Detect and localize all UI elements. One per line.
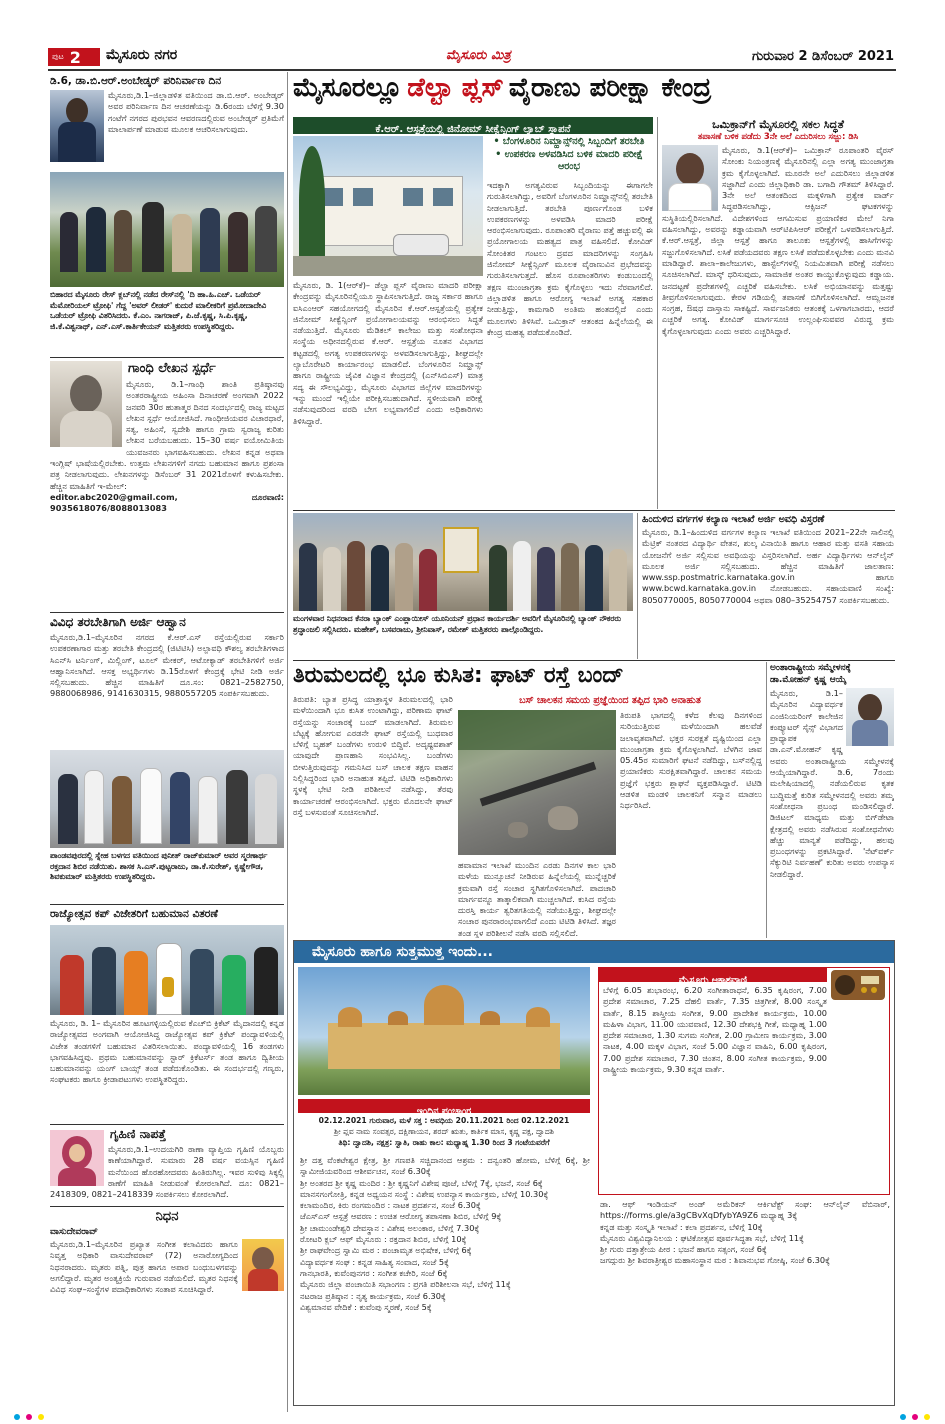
obituary-body: ಮೈಸೂರು,ಡಿ.1–ಮೈಸೂರಿನ ಪ್ರಖ್ಯಾತ ಸಂಗೀತ ಕಲಾವಿದರು ಹಾಗೂ ನಿವೃತ್ತ ಅಧಿಕಾರಿ ವಾಸುದೇವರಾವ್ (72) ಅನಾರೋಗ್ಯದಿಂದ ನಿಧನರಾದರು. ಮೃತರು ಪತ್ನಿ, ಪುತ್ರ ಹಾಗೂ ಅಪಾರ ಬಂಧುಬಳಗವನ್ನು ಅಗಲಿದ್ದಾರೆ. ಮೃತರ ಅಂತ್ಯಕ್ರಿಯೆ ಗುರುವಾರ ನಡೆಯಲಿದೆ. ಮೃತರ ನಿಧನಕ್ಕೆ ವಿವಿಧ ಸಂಘ–ಸಂಸ್ಥೆಗಳ ಪದಾಧಿಕಾರಿಗಳು ಸಂತಾಪ ಸೂಚಿಸಿದ್ದಾರೆ. bbox=[50, 1239, 238, 1295]
panchanga-line-3: ತಿಥಿ: ದ್ವಾದಶಿ, ನಕ್ಷತ್ರ: ಸ್ವಾತಿ, ರಾಹು ಕಾಲ: ಮಧ್ಯಾಹ್ನ 1.30 ರಿಂದ 3 ಗಂಟೆಯವರೆಗೆ bbox=[338, 1138, 550, 1147]
obituary bbox=[50, 1208, 284, 1398]
lead-body-col2: ಇದಕ್ಕಾಗಿ ಅಗತ್ಯವಿರುವ ಸಿಬ್ಬಂದಿಯನ್ನು ಈಗಾಗಲೇ ಗುರುತಿಸಲಾಗಿದ್ದು, ಅವರಿಗೆ ಬೆಂಗಳೂರಿನ ನಿಮ್ಹಾನ್ಸ್‌ನಲ್ಲಿ ತರಬೇತಿ ನೀಡಲಾಗುತ್ತಿದೆ. ತರಬೇತಿ ಪೂರ್ಣಗೊಂಡ ಬಳಿಕ ಉಪಕರಣಗಳನ್ನು ಅಳವಡಿಸಿ ಮಾದರಿ ಪರೀಕ್ಷೆ ಆರಂಭಿಸಲಾಗುವುದು. ರೂಪಾಂತರಿ ವೈರಾಣು ಪತ್ತೆ ಹಚ್ಚುವಲ್ಲಿ ಈ ಪ್ರಯೋಗಾಲಯ ಮಹತ್ವದ ಪಾತ್ರ ವಹಿಸಲಿದೆ. ಕೋವಿಡ್ ಸೋಂಕಿತರ ಗಂಟಲು ದ್ರವದ ಮಾದರಿಗಳನ್ನು ಸಂಗ್ರಹಿಸಿ ಜಿನೋಮ್ ಸೀಕ್ವೆನ್ಸಿಂಗ್ ಮೂಲಕ ವೈರಾಣುವಿನ ಪ್ರಭೇದವನ್ನು ಗುರುತಿಸಲಾಗುತ್ತದೆ. ಹೊಸ ರೂಪಾಂತರಿಗಳು ಕಂಡುಬಂದಲ್ಲಿ ತಕ್ಷಣ ಮುಂಜಾಗ್ರತಾ ಕ್ರಮ ಕೈಗೊಳ್ಳಲು ಇದು ನೆರವಾಗಲಿದೆ. ಜಿಲ್ಲಾಡಳಿತ ಹಾಗೂ ಆರೋಗ್ಯ ಇಲಾಖೆ ಅಗತ್ಯ ಸಹಕಾರ ನೀಡುತ್ತಿದ್ದು, ಕಾಮಗಾರಿ ಅಂತಿಮ ಹಂತದಲ್ಲಿದೆ ಎಂದು ಮೂಲಗಳು ತಿಳಿಸಿವೆ. ಒಮಿಕ್ರಾನ್ ಆತಂಕದ ಹಿನ್ನೆಲೆಯಲ್ಲಿ ಈ ಕೇಂದ್ರ ಮಹತ್ವ ಪಡೆದುಕೊಂಡಿದೆ. bbox=[487, 180, 653, 337]
conference-photo bbox=[846, 688, 894, 746]
panchanga-title bbox=[298, 1099, 590, 1117]
akashvani-body: ಬೆಳಿಗ್ಗೆ 6.05 ಶುಭಾರಂಭ, 6.20 ಸಂಗೀತಾರಾಧನೆ, 6.35 ಕೃಷಿರಂಗ, 7.00 ಪ್ರದೇಶ ಸಮಾಚಾರ, 7.25 ದೆಹಲಿ ವಾರ್ತೆ, 7.35 ಚಿತ್ರಗೀತೆ, 8.00 ಸಂಸ್ಕೃತ ವಾರ್ತೆ, 8.15 ಶಾಸ್ತ್ರೀಯ ಸಂಗೀತ, 9.00 ಪ್ರಾದೇಶಿಕ ಕಾರ್ಯಕ್ರಮ, 10.00 ಮಹಿಳಾ ವಿಭಾಗ, 11.00 ಯುವವಾಣಿ, 12.30 ದೇಶಭಕ್ತಿ ಗೀತೆ, ಮಧ್ಯಾಹ್ನ 1.00 ಪ್ರದೇಶ ಸಮಾಚಾರ, 1.30 ಸುಗಮ ಸಂಗೀತ, 2.00 ಗ್ರಾಮೀಣ ಕಾರ್ಯಕ್ರಮ, 3.00 ನಾಟಕ, 4.00 ಮಕ್ಕಳ ವಿಭಾಗ, ಸಂಜೆ 5.00 ವಿಜ್ಞಾನ ವಾಹಿನಿ, 6.00 ಕೃಷಿರಂಗ, 7.00 ಪ್ರದೇಶ ಸಮಾಚಾರ, 7.30 ಚಿಂತನ, 8.00 ಸಂಗೀತ ಕಾರ್ಯಕ್ರಮ, 9.00 ರಾಷ್ಟ್ರೀಯ ಕಾರ್ಯಕ್ರಮ, 9.30 ಕನ್ನಡ ವಾರ್ತೆ. bbox=[603, 985, 827, 1075]
page-number: 2 bbox=[69, 47, 81, 67]
cup-body: ಮೈಸೂರು, ಡಿ. 1– ಮೈಸೂರಿನ ಹೂಟಗಳ್ಳಿಯಲ್ಲಿರುವ ಕೆಎಚ್‌ಬಿ ಕ್ರಿಕೆಟ್ ಮೈದಾನದಲ್ಲಿ ಕನ್ನಡ ರಾಜ್ಯೋತ್ಸವದ ಅಂಗವಾಗಿ ಆಯೋಜಿಸಿದ್ದ ರಾಜ್ಯೋತ್ಸವ ಕಪ್ ಕ್ರಿಕೆಟ್ ಪಂದ್ಯಾವಳಿಯಲ್ಲಿ ವಿಜೇತ ತಂಡಗಳಿಗೆ ಬಹುಮಾನ ವಿತರಿಸಲಾಯಿತು. ಪಂದ್ಯಾವಳಿಯಲ್ಲಿ 16 ತಂಡಗಳು ಭಾಗವಹಿಸಿದ್ದವು. ಪ್ರಥಮ ಬಹುಮಾನವನ್ನು ಸ್ಟಾರ್ ಕ್ರಿಕೆಟರ್ಸ್ ತಂಡ ಹಾಗೂ ದ್ವಿತೀಯ ಬಹುಮಾನವನ್ನು ಯಂಗ್ ಬಾಯ್ಸ್ ತಂಡ ಪಡೆದುಕೊಂಡಿತು. ಈ ಸಂದರ್ಭದಲ್ಲಿ ಗಣ್ಯರು, ಸಂಘಟಕರು ಹಾಗೂ ಕ್ರೀಡಾಪಟುಗಳು ಉಪಸ್ಥಿತರಿದ್ದರು. bbox=[50, 1018, 284, 1085]
conference-body: ಮೈಸೂರು, ಡಿ.1–ಮೈಸೂರಿನ ವಿದ್ಯಾವರ್ಧಕ ಎಂಜಿನಿಯರಿಂಗ್ ಕಾಲೇಜಿನ ಕಂಪ್ಯೂಟರ್ ಸೈನ್ಸ್ ವಿಭಾಗದ ಪ್ರಾಧ್ಯಾಪಕ ಡಾ.ಎನ್.ಮೋಹನ್ ಕೃಷ್ಣ ಅವರು ಅಂತಾರಾಷ್ಟ್ರೀಯ ಸಮ್ಮೇಳನಕ್ಕೆ ಆಯ್ಕೆಯಾಗಿದ್ದಾರೆ. ಡಿ.6, 7ರಂದು ಮಲೇಷಿಯಾದಲ್ಲಿ ನಡೆಯಲಿರುವ ಕೃತಕ ಬುದ್ಧಿಮತ್ತೆ ಕುರಿತ ಸಮ್ಮೇಳನದಲ್ಲಿ ಅವರು ತಮ್ಮ ಸಂಶೋಧನಾ ಪ್ರಬಂಧ ಮಂಡಿಸಲಿದ್ದಾರೆ. ಡಿಜಿಟಲ್ ಮಾಧ್ಯಮ ಮತ್ತು ಬಿಗ್‌ಡೇಟಾ ಕ್ಷೇತ್ರದಲ್ಲಿ ಅವರು ನಡೆಸಿರುವ ಸಂಶೋಧನೆಗಳು ಹೆಚ್ಚು ಮಾನ್ಯತೆ ಪಡೆದಿದ್ದು, ಹಲವು ಪ್ರಬಂಧಗಳನ್ನು ಪ್ರಕಟಿಸಿದ್ದಾರೆ. 'ನೆಟ್‌ವರ್ಕ್ ಸೆಕ್ಯುರಿಟಿ ನಿರ್ವಹಣೆ' ಕುರಿತು ಅವರು ಉಪನ್ಯಾಸ ನೀಡಲಿದ್ದಾರೆ. bbox=[770, 688, 894, 879]
omicron-story bbox=[662, 117, 894, 509]
event-item: ಶ್ರೀ ರಾಘವೇಂದ್ರ ಸ್ವಾಮಿ ಮಠ : ಪಂಚಾಮೃತ ಅಭಿಷೇಕ, ಬೆಳಿಗ್ಗೆ 6ಕ್ಕೆ bbox=[300, 1245, 472, 1256]
gandhi-contact: editor.abc2020@gmail.com, ದೂರವಾಣಿ: 9035618076/8088013083 bbox=[50, 491, 284, 514]
divider bbox=[50, 612, 284, 613]
cup-photo bbox=[50, 925, 284, 1015]
paper-logo: ಮೈಸೂರು ಮಿತ್ರ bbox=[446, 48, 511, 63]
ambedkar-body: ಮೈಸೂರು,ಡಿ.1–ಜಿಲ್ಲಾಡಳಿತ ವತಿಯಿಂದ ಡಾ.ಬಿ.ಆರ್. ಅಂಬೇಡ್ಕರ್ ಅವರ ಪರಿನಿರ್ವಾಣ ದಿನ ಆಚರಣೆಯನ್ನು ಡಿ.6ರಂದು ಬೆಳಿಗ್ಗೆ 9.30 ಗಂಟೆಗೆ ನಗರದ ಪುರಭವನ ಆವರಣದಲ್ಲಿರುವ ಅಂಬೇಡ್ಕರ್ ಪ್ರತಿಮೆಗೆ ಮಾಲಾರ್ಪಣೆ ಮಾಡುವ ಮೂಲಕ ಆಚರಿಸಲಾಗುವುದು. bbox=[108, 90, 284, 134]
lead-headline-part2: ಡೆಲ್ಟಾ ಪ್ಲಸ್ bbox=[407, 73, 504, 103]
gandhi-body: ಮೈಸೂರು, ಡಿ.1–ಗಾಂಧಿ ಶಾಂತಿ ಪ್ರತಿಷ್ಠಾನವು ಅಂತರರಾಷ್ಟ್ರೀಯ ಅಹಿಂಸಾ ದಿನಾಚರಣೆ ಅಂಗವಾಗಿ 2022 ಜನವರಿ 30ರ ಹುತಾತ್ಮರ ದಿನದ ಸಂದರ್ಭದಲ್ಲಿ ರಾಜ್ಯ ಮಟ್ಟದ ಲೇಖನ ಸ್ಪರ್ಧೆ ಆಯೋಜಿಸಿದೆ. ಗಾಂಧೀಜಿಯವರ ವಿಚಾರಧಾರೆ, ಸತ್ಯ, ಅಹಿಂಸೆ, ಸ್ವದೇಶಿ ಹಾಗೂ ಗ್ರಾಮ ಸ್ವರಾಜ್ಯ ಕುರಿತು ಲೇಖನ ಬರೆಯಬಹುದು. 15–30 ವರ್ಷ ವಯೋಮಿತಿಯ ಯುವಜನರು ಭಾಗವಹಿಸಬಹುದು. ಲೇಖನ ಕನ್ನಡ ಅಥವಾ ಇಂಗ್ಲಿಷ್ ಭಾಷೆಯಲ್ಲಿರಬೇಕು. ಉತ್ತಮ ಲೇಖನಗಳಿಗೆ ನಗದು ಬಹುಮಾನ ಹಾಗೂ ಪ್ರಶಂಸಾ ಪತ್ರ ನೀಡಲಾಗುವುದು. ಲೇಖನಗಳನ್ನು ಡಿಸೆಂಬರ್ 31 2021ರೊಳಗೆ ಕಳುಹಿಸಬೇಕು. ಹೆಚ್ಚಿನ ಮಾಹಿತಿಗೆ ಇ-ಮೇಲ್: bbox=[50, 379, 284, 491]
event-item: ಶ್ರೀ ಚಾಮುಂಡೇಶ್ವರಿ ದೇವಸ್ಥಾನ : ವಿಶೇಷ ಅಲಂಕಾರ, ಬೆಳಿಗ್ಗೆ 7.30ಕ್ಕೆ bbox=[300, 1222, 480, 1233]
divider bbox=[766, 662, 767, 938]
event-item: ಜಗದ್ಗುರು ಶ್ರೀ ಶಿವರಾತ್ರೀಶ್ವರ ಮಹಾಸಂಸ್ಥಾನ ಮಠ : ಶಿವಾನುಭವ ಗೋಷ್ಠಿ, ಸಂಜೆ 6.30ಕ್ಕೆ bbox=[600, 1255, 830, 1266]
today-banner bbox=[294, 941, 894, 963]
tirumala-headline-box bbox=[293, 662, 763, 692]
missing-body: ಮೈಸೂರು,ಡಿ.1–ಉದಯಗಿರಿ ಠಾಣಾ ವ್ಯಾಪ್ತಿಯ ಗೃಹಿಣಿ ಯೊಬ್ಬರು ಕಾಣೆಯಾಗಿದ್ದಾರೆ. ಸುಮಾರು 28 ವರ್ಷ ವಯಸ್ಸಿನ ಗೃಹಿಣಿ ಮನೆಯಿಂದ ಹೊರಹೋದವರು ಹಿಂತಿರುಗಿಲ್ಲ. ಇವರ ಸುಳಿವು ಸಿಕ್ಕಲ್ಲಿ ಠಾಣೆಗೆ ಮಾಹಿತಿ ನೀಡುವಂತೆ ಕೋರಲಾಗಿದೆ. ದೂ: 0821–2418309, 0821–2418339 ಸಂಪರ್ಕಿಸಲು ಕೋರಲಾಗಿದೆ. bbox=[50, 1144, 284, 1200]
ambedkar-headline: ಡಿ.6, ಡಾ.ಬಿ.ಆರ್.ಅಂಬೇಡ್ಕರ್ ಪರಿನಿರ್ವಾಣ ದಿನ bbox=[50, 75, 222, 87]
event-item: ಕಲಾಮಂದಿರ, ಕಿರು ರಂಗಮಂದಿರ : ನಾಟಕ ಪ್ರದರ್ಶನ, ಸಂಜೆ 6.30ಕ್ಕೆ bbox=[300, 1200, 481, 1211]
memorial-caption: ಮಂಗಳವಾರ ನಿಧನರಾದ ಕೆನರಾ ಬ್ಯಾಂಕ್ ಎಂಪ್ಲಾಯೀಸ್ ಯೂನಿಯನ್ ಪ್ರಧಾನ ಕಾರ್ಯದರ್ಶಿ ಅವರಿಗೆ ಮೈಸೂರಿನಲ್ಲಿ ಬ್ಯಾಂಕ್ ನೌಕರರು ಶ್ರದ್ಧಾಂಜಲಿ ಸಲ್ಲಿಸಿದರು. ಮಹೇಶ್, ಬಸವರಾಜು, ಶ್ರೀನಿವಾಸ್, ರಮೇಶ್ ಮತ್ತಿತರರು ಪಾಲ್ಗೊಂಡಿದ್ದರು. bbox=[293, 614, 622, 634]
divider bbox=[293, 660, 895, 661]
lead-headline-part1: ಮೈಸೂರಲ್ಲೂ bbox=[293, 73, 403, 103]
obituary-name: ವಾಸುದೇವರಾವ್ bbox=[50, 1227, 98, 1237]
page-number-badge bbox=[48, 48, 100, 66]
backward-classes-story bbox=[642, 513, 894, 659]
event-item: ಶ್ರೀ ಅಂತರದ ಶ್ರೀ ಕೃಷ್ಣ ಮಂದಿರ : ಶ್ರೀ ಕೃಷ್ಣನಿಗೆ ವಿಶೇಷ ಪೂಜೆ, ಬೆಳಿಗ್ಗೆ 7ಕ್ಕೆ, ಭಜನೆ, ಸಂಜೆ 6ಕ್ಕೆ bbox=[300, 1177, 543, 1188]
missing-photo bbox=[50, 1130, 104, 1186]
page-label: ಪುಟ bbox=[52, 52, 64, 61]
lead-headline bbox=[293, 73, 895, 115]
events-list-left bbox=[300, 1155, 590, 1403]
omicron-headline: ಒಮಿಕ್ರಾನ್‌ಗೆ ಮೈಸೂರಲ್ಲಿ ಸಕಲ ಸಿದ್ಧತೆ bbox=[712, 118, 844, 131]
divider bbox=[293, 510, 895, 511]
tirumala-body-col2: ಹವಾಮಾನ ಇಲಾಖೆ ಮುಂದಿನ ಎರಡು ದಿನಗಳ ಕಾಲ ಭಾರಿ ಮಳೆಯ ಮುನ್ಸೂಚನೆ ನೀಡಿರುವ ಹಿನ್ನೆಲೆಯಲ್ಲಿ ಮುನ್ನೆಚ್ಚರಿಕೆ ಕ್ರಮವಾಗಿ ರಸ್ತೆ ಸಂಚಾರ ಸ್ಥಗಿತಗೊಳಿಸಲಾಗಿದೆ. ಪಾದಚಾರಿ ಮಾರ್ಗವನ್ನೂ ತಾತ್ಕಾಲಿಕವಾಗಿ ಮುಚ್ಚಲಾಗಿದೆ. ಕುಸಿದ ರಸ್ತೆಯ ದುರಸ್ತಿ ಕಾರ್ಯ ತ್ವರಿತಗತಿಯಲ್ಲಿ ನಡೆಯುತ್ತಿದ್ದು, ಶೀಘ್ರದಲ್ಲೇ ಸಂಚಾರ ಪುನರಾರಂಭವಾಗಲಿದೆ ಎಂದು ಟಿಟಿಡಿ ತಿಳಿಸಿದೆ. ತಜ್ಞರ ತಂಡ ಸ್ಥಳ ಪರಿಶೀಲನೆ ನಡೆಸಿ ವರದಿ ಸಲ್ಲಿಸಲಿದೆ. bbox=[458, 860, 616, 938]
panchanga-line-2: ಶ್ರೀ ಪ್ಲವ ನಾಮ ಸಂವತ್ಸರ, ದಕ್ಷಿಣಾಯನ, ಶರದ್ ಋತು, ಕಾರ್ತಿಕ ಮಾಸ, ಕೃಷ್ಣ ಪಕ್ಷ, ದ್ವಾದಶಿ bbox=[333, 1127, 555, 1136]
missing-story bbox=[50, 1126, 284, 1202]
training-story bbox=[50, 614, 284, 750]
divider bbox=[637, 513, 638, 659]
lead-bullet-2: • ಉಪಕರಣ ಅಳವಡಿಸಿದ ಬಳಿಕ ಮಾದರಿ ಪರೀಕ್ಷೆ ಆರಂಭ bbox=[495, 148, 643, 172]
conference-headline: ಅಂತಾರಾಷ್ಟ್ರೀಯ ಸಮ್ಮೇಳನಕ್ಕೆ ಡಾ.ಮೋಹನ್ ಕೃಷ್ಣ ಆಯ್ಕೆ bbox=[770, 663, 851, 685]
masthead-rule bbox=[48, 69, 896, 71]
left-column-divider bbox=[287, 72, 288, 1412]
cup-headline: ರಾಜ್ಯೋತ್ಸವ ಕಪ್ ವಿಜೇತರಿಗೆ ಬಹುಮಾನ ವಿತರಣೆ bbox=[50, 908, 218, 920]
ambedkar-story bbox=[50, 74, 284, 168]
race-club-photo bbox=[50, 172, 284, 287]
omicron-body: ಮೈಸೂರು, ಡಿ.1(ಆರ್‌ಕೆ)– ಒಮಿಕ್ರಾನ್ ರೂಪಾಂತರಿ ವೈರಸ್ ಸೋಂಕು ನಿಯಂತ್ರಣಕ್ಕೆ ಮೈಸೂರಿನಲ್ಲಿ ಎಲ್ಲಾ ಅಗತ್ಯ ಮುಂಜಾಗ್ರತಾ ಕ್ರಮ ಕೈಗೊಳ್ಳಲಾಗಿದೆ. ಮೂರನೇ ಅಲೆ ಎದುರಿಸಲು ಜಿಲ್ಲಾಡಳಿತ ಸಜ್ಜಾಗಿದೆ ಎಂದು ಜಿಲ್ಲಾಧಿಕಾರಿ ಡಾ. ಬಗಾದಿ ಗೌತಮ್ ತಿಳಿಸಿದ್ದಾರೆ. 3ನೇ ಅಲೆ ಆತಂಕದಿಂದ ಮಕ್ಕಳಿಗಾಗಿ ಪ್ರತ್ಯೇಕ ವಾರ್ಡ್ ಸಿದ್ಧಪಡಿಸಲಾಗಿದ್ದು, ಆಕ್ಸಿಜನ್ ಘಟಕಗಳನ್ನು ಸುಸ್ಥಿತಿಯಲ್ಲಿರಿಸಲಾಗಿದೆ. ವಿದೇಶಗಳಿಂದ ಆಗಮಿಸುವ ಪ್ರಯಾಣಿಕರ ಮೇಲೆ ನಿಗಾ ವಹಿಸಲಾಗಿದ್ದು, ಅವರನ್ನು ಕಡ್ಡಾಯವಾಗಿ ಆರ್‌ಟಿಪಿಸಿಆರ್ ಪರೀಕ್ಷೆಗೆ ಒಳಪಡಿಸಲಾಗುತ್ತಿದೆ. ಕೆ.ಆರ್.ಆಸ್ಪತ್ರೆ, ಜಿಲ್ಲಾ ಆಸ್ಪತ್ರೆ ಹಾಗೂ ತಾಲೂಕು ಆಸ್ಪತ್ರೆಗಳಲ್ಲಿ ಹಾಸಿಗೆಗಳನ್ನು ಸಜ್ಜುಗೊಳಿಸಲಾಗಿದೆ. ಲಸಿಕೆ ಪಡೆಯದವರು ತಕ್ಷಣ ಲಸಿಕೆ ಪಡೆದುಕೊಳ್ಳಬೇಕು ಎಂದು ಮನವಿ ಮಾಡಿದ್ದಾರೆ. ಶಾಲಾ–ಕಾಲೇಜುಗಳು, ಹಾಸ್ಟೆಲ್‌ಗಳಲ್ಲಿ ನಿಯಮಿತವಾಗಿ ಪರೀಕ್ಷೆ ನಡೆಸಲು ಸೂಚಿಸಲಾಗಿದೆ. ಮಾಸ್ಕ್ ಧರಿಸುವುದು, ಸಾಮಾಜಿಕ ಅಂತರ ಕಾಯ್ದುಕೊಳ್ಳುವುದು ಕಡ್ಡಾಯ. ಜನದಟ್ಟಣೆ ಪ್ರದೇಶಗಳಲ್ಲಿ ಎಚ್ಚರಿಕೆ ವಹಿಸಬೇಕು. ಲಸಿಕೆ ಅಭಿಯಾನವನ್ನು ಮತ್ತಷ್ಟು ತೀವ್ರಗೊಳಿಸಲಾಗುವುದು. ಕೇರಳ ಗಡಿಯಲ್ಲಿ ತಪಾಸಣೆ ಬಿಗಿಗೊಳಿಸಲಾಗಿದೆ. ಆಮ್ಲಜನಕ ಸಂಗ್ರಹ, ಔಷಧ ದಾಸ್ತಾನು ಸಾಕಷ್ಟಿದೆ. ಸಾರ್ವಜನಿಕರು ಆತಂಕಕ್ಕೆ ಒಳಗಾಗಬಾರದು, ಆದರೆ ಎಚ್ಚರಿಕೆ ಅಗತ್ಯ. ಕೋವಿಡ್ ಮಾರ್ಗಸೂಚಿ ಉಲ್ಲಂಘಿಸುವವರ ವಿರುದ್ಧ ಕ್ರಮ ಕೈಗೊಳ್ಳಲಾಗುವುದು ಎಂದು ಅವರು ಎಚ್ಚರಿಸಿದ್ದಾರೆ. bbox=[662, 145, 894, 336]
gandhi-photo bbox=[50, 361, 122, 447]
ambedkar-photo bbox=[50, 90, 104, 162]
event-item: ಗಾನಭಾರತಿ, ಕುವೆಂಪುನಗರ : ಸಂಗೀತ ಕಚೇರಿ, ಸಂಜೆ 6ಕ್ಕೆ bbox=[300, 1267, 448, 1278]
event-item: ಡಾ. ಆಫ್ ಇಂಡಿಯನ್ ಅಂಡ್ ಅಮೆರಿಕನ್ ಆರ್ಕಿಟೆಕ್ಟ್ ಸಂಘ: ಆನ್‌ಲೈನ್ ವೆಬಿನಾರ್, https://forms.gle/a3gCBvXqDfybYA9Z6 ಮಧ್ಯಾಹ್ನ 3ಕ್ಕೆ bbox=[600, 1199, 890, 1221]
panchanga-details bbox=[298, 1115, 590, 1151]
panchanga-title-text: ಇಂದಿನ ಪಂಚಾಂಗ bbox=[416, 1106, 472, 1117]
tirumala-subhead-box bbox=[458, 694, 762, 708]
tirumala-body-col1: ತಿರುಪತಿ: ಬ್ಯಾತ ಪ್ರಸಿದ್ಧ ಯಾತ್ರಾಸ್ಥಳ ತಿರುಮಲದಲ್ಲಿ ಭಾರಿ ಮಳೆಯಿಂದಾಗಿ ಭೂ ಕುಸಿತ ಉಂಟಾಗಿದ್ದು, ಪರಿಣಾಮ ಘಾಟ್ ರಸ್ತೆಯನ್ನು ಸಂಚಾರಕ್ಕೆ ಬಂದ್ ಮಾಡಲಾಗಿದೆ. ತಿರುಮಲ ಬೆಟ್ಟಕ್ಕೆ ಹೋಗುವ ಎರಡನೇ ಘಾಟ್ ರಸ್ತೆಯಲ್ಲಿ ಬುಧವಾರ ಬೆಳಿಗ್ಗೆ ಬೃಹತ್ ಬಂಡೆಗಳು ಉರುಳಿ ಬಿದ್ದಿವೆ. ಅದೃಷ್ಟವಶಾತ್ ಯಾವುದೇ ಪ್ರಾಣಹಾನಿ ಸಂಭವಿಸಿಲ್ಲ. ಬಂಡೆಗಳು ಬೀಳುತ್ತಿರುವುದನ್ನು ಗಮನಿಸಿದ ಬಸ್ ಚಾಲಕ ತಕ್ಷಣ ವಾಹನ ನಿಲ್ಲಿಸಿದ್ದರಿಂದ ಭಾರಿ ಅನಾಹುತ ತಪ್ಪಿದೆ. ಟಿಟಿಡಿ ಅಧಿಕಾರಿಗಳು ಸ್ಥಳಕ್ಕೆ ಭೇಟಿ ನೀಡಿ ಪರಿಶೀಲನೆ ನಡೆಸಿದ್ದು, ತೆರವು ಕಾರ್ಯಾಚರಣೆ ಆರಂಭಿಸಲಾಗಿದೆ. ಭಕ್ತರು ಮೊದಲನೇ ಘಾಟ್ ರಸ್ತೆ ಬಳಸುವಂತೆ ಸೂಚಿಸಲಾಗಿದೆ. bbox=[293, 694, 453, 817]
omicron-subhead: ತಪಾಸಣೆ ಬಳಿಕ ಪಡೆದು 3ನೇ ಅಲೆ ಎದುರಿಸಲು ಸಜ್ಜು: ಡಿಸಿ bbox=[697, 132, 859, 142]
tirumala-headline: ತಿರುಮಲದಲ್ಲಿ ಭೂ ಕುಸಿತ: ಘಾಟ್ ರಸ್ತೆ ಬಂದ್ bbox=[293, 663, 624, 688]
divider bbox=[50, 904, 284, 905]
cup-headline-box bbox=[50, 906, 284, 924]
omicron-dc-photo bbox=[662, 145, 718, 211]
issue-date: ಗುರುವಾರ 2 ಡಿಸೆಂಬರ್ 2021 bbox=[751, 49, 894, 64]
missing-headline: ಗೃಹಿಣಿ ನಾಪತ್ತೆ bbox=[110, 1127, 167, 1141]
event-item: ಜೆಎಸ್ಎಸ್ ಆಸ್ಪತ್ರೆ ಆವರಣ : ಉಚಿತ ಆರೋಗ್ಯ ತಪಾಸಣಾ ಶಿಬಿರ, ಬೆಳಿಗ್ಗೆ 9ಕ್ಕೆ bbox=[300, 1211, 502, 1222]
event-item: ಶ್ರೀ ಗುರು ದತ್ತಾತ್ರೇಯ ಪೀಠ : ಭಜನೆ ಹಾಗೂ ಸತ್ಸಂಗ, ಸಂಜೆ 6ಕ್ಕೆ bbox=[600, 1244, 767, 1255]
lead-bullets bbox=[485, 136, 653, 174]
palace-photo bbox=[298, 967, 590, 1095]
event-item: ಶ್ರೀ ದತ್ತ ವೆಂಕಟೇಶ್ವರ ಕ್ಷೇತ್ರ, ಶ್ರೀ ಗಣಪತಿ ಸಚ್ಚಿದಾನಂದ ಆಶ್ರಮ : ದನ್ವಂತರಿ ಹೋಮ, ಬೆಳಿಗ್ಗೆ 6ಕ್ಕೆ, ಶ್ರೀ ಸ್ವಾಮೀಜಿಯವರಿಂದ ಆಶೀರ್ವಚನ, ಸಂಜೆ 6.30ಕ್ಕೆ bbox=[300, 1155, 590, 1177]
akashvani-title-text: ಮೈಸೂರು ಆಕಾಶವಾಣಿ bbox=[678, 975, 748, 986]
event-item: ಮೈಸೂರು ವಿಶ್ವವಿದ್ಯಾನಿಲಯ : ಘಟಿಕೋತ್ಸವ ಪೂರ್ವಸಿದ್ಧತಾ ಸಭೆ, ಬೆಳಿಗ್ಗೆ 11ಕ್ಕೆ bbox=[600, 1232, 804, 1243]
lead-bullet-1: • ಬೆಂಗಳೂರಿನ ನಿಮ್ಹಾನ್ಸ್‌ನಲ್ಲಿ ಸಿಬ್ಬಂದಿಗೆ ತರಬೇತಿ bbox=[493, 136, 645, 147]
panchanga-line-1: 02.12.2021 ಗುರುವಾರ, ಮಳೆ ಸಕ್ತ : ಅವಧಿಯ 20.11.2021 ರಿಂದ 02.12.2021 bbox=[318, 1116, 570, 1125]
event-item: ರೋಟರಿ ಕ್ಲಬ್ ಆಫ್ ಮೈಸೂರು : ರಕ್ತದಾನ ಶಿಬಿರ, ಬೆಳಿಗ್ಗೆ 10ಕ್ಕೆ bbox=[300, 1234, 467, 1245]
training-body: ಮೈಸೂರು,ಡಿ.1–ಮೈಸೂರಿನ ನಗರದ ಕೆ.ಆರ್.ಎಸ್ ರಸ್ತೆಯಲ್ಲಿರುವ ಸರ್ಕಾರಿ ಉಪಕರಣಾಗಾರ ಮತ್ತು ತರಬೇತಿ ಕೇಂದ್ರದಲ್ಲಿ (ಜಿಟಿಟಿಸಿ) ಅಲ್ಪಾವಧಿ ಕೌಶಲ್ಯ ತರಬೇತಿಗಳಾದ ಸಿಎನ್‌ಸಿ ಟರ್ನಿಂಗ್, ಮಿಲ್ಲಿಂಗ್, ಟೂಲ್ ಮೇಕರ್, ಆಟೋಕ್ಯಾಡ್ ತರಬೇತಿಗಳಿಗೆ ಅರ್ಜಿ ಆಹ್ವಾನಿಸಲಾಗಿದೆ. ಆಸಕ್ತ ಅಭ್ಯರ್ಥಿಗಳು ಡಿ.15ರೊಳಗೆ ಕೇಂದ್ರಕ್ಕೆ ಭೇಟಿ ನೀಡಿ ಅರ್ಜಿ ಸಲ್ಲಿಸಬಹುದು. ಹೆಚ್ಚಿನ ಮಾಹಿತಿಗೆ ದೂ.ಸಂ: 0821–2582750, 9880068986, 9141630315, 9880557205 ಸಂಪರ್ಕಿಸಬಹುದು. bbox=[50, 632, 284, 699]
kr-hospital-photo bbox=[293, 136, 483, 276]
divider bbox=[50, 1206, 284, 1207]
gandhi-story bbox=[50, 360, 284, 610]
race-club-caption: ಬಿಹಾರದ ಮೈಸೂರು ರೇಸ್ ಕ್ಲಬ್‌ನಲ್ಲಿ ನಡೆದ ರೇಸ್‌ನಲ್ಲಿ 'ದಿ ಹಾ.ಹಿ.ಎಚ್. ಒಡೆಯರ್ ಮೆಮೋರಿಯಲ್ ಟ್ರೋಫಿ' ಗೆದ್ದ 'ಅವರ್ ಲೀಡರ್' ಕುದುರೆ ಮಾಲೀಕರಿಗೆ ಪ್ರಮೋದಾದೇವಿ ಒಡೆಯರ್ ಟ್ರೋಫಿ ವಿತರಿಸಿದರು. ಕೆ.ಎಂ. ನಾಗರಾಜ್, ಪಿ.ಜೆ.ಕೃಷ್ಣ, ಸಿ.ಪಿ.ಕೃಷ್ಣ, ಜಿ.ಕೆ.ವಿಶ್ವನಾಥ್, ಎನ್.ಎಸ್.ಕಾರ್ತಿಕೇಯನ್ ಮತ್ತಿತರರು ಉಪಸ್ಥಿತರಿದ್ದರು. bbox=[50, 290, 267, 331]
lead-headline-part3: ವೈರಾಣು ಪರೀಕ್ಷಾ ಕೇಂದ್ರ bbox=[508, 73, 712, 103]
landslide-photo bbox=[458, 710, 616, 855]
tirumala-subhead: ಬಸ್ ಚಾಲಕನ ಸಮಯ ಪ್ರಜ್ಞೆಯಿಂದ ತಪ್ಪಿದ ಭಾರಿ ಅನಾಹುತ bbox=[519, 695, 701, 706]
training-headline: ವಿವಿಧ ತರಬೇತಿಗಾಗಿ ಅರ್ಜಿ ಆಹ್ವಾನ bbox=[50, 615, 186, 629]
backward-headline: ಹಿಂದುಳಿದ ವರ್ಗಗಳ ಕಲ್ಯಾಣ ಇಲಾಖೆ ಅರ್ಜಿ ಅವಧಿ ವಿಸ್ತರಣೆ bbox=[642, 514, 825, 525]
tirumala-body-col3: ತಿರುಪತಿ ಭಾಗದಲ್ಲಿ ಕಳೆದ ಕೆಲವು ದಿನಗಳಿಂದ ಸುರಿಯುತ್ತಿರುವ ಮಳೆಯಿಂದಾಗಿ ಹಲವೆಡೆ ಜಲಾವೃತವಾಗಿದೆ. ಭಕ್ತರ ಸುರಕ್ಷತೆ ದೃಷ್ಟಿಯಿಂದ ಎಲ್ಲಾ ಮುಂಜಾಗ್ರತಾ ಕ್ರಮ ಕೈಗೊಳ್ಳಲಾಗಿದೆ. ಬೆಳಗಿನ ಜಾವ 05.45ರ ಸುಮಾರಿಗೆ ಘಟನೆ ನಡೆದಿದ್ದು, ಬಸ್‌ನಲ್ಲಿದ್ದ ಪ್ರಯಾಣಿಕರು ಸುರಕ್ಷಿತವಾಗಿದ್ದಾರೆ. ಚಾಲಕನ ಸಮಯ ಪ್ರಜ್ಞೆಗೆ ಭಕ್ತರು ಶ್ಲಾಘನೆ ವ್ಯಕ್ತಪಡಿಸಿದ್ದಾರೆ. ಟಿಟಿಡಿ ಆಡಳಿತ ಮಂಡಳಿ ಚಾಲಕನಿಗೆ ಸನ್ಮಾನ ಮಾಡಲು ನಿರ್ಧರಿಸಿದೆ. bbox=[620, 710, 762, 811]
lead-strap bbox=[293, 117, 653, 134]
blood-camp-caption: ಪಾಂಡವಪುರದಲ್ಲಿ ಸ್ನೇಹ ಬಳಗದ ವತಿಯಿಂದ ಪುನೀತ್ ರಾಜ್‌ಕುಮಾರ್ ಅವರ ಸ್ಮರಣಾರ್ಥ ರಕ್ತದಾನ ಶಿಬಿರ ನಡೆಯಿತು. ಶಾಸಕ ಸಿ.ಎಸ್.ಪುಟ್ಟರಾಜು, ಡಾ.ಕೆ.ಸುರೇಶ್, ಕೃಷ್ಣೇಗೌಡ, ಶಿವಕುಮಾರ್ ಮತ್ತಿತರರು ಉಪಸ್ಥಿತರಿದ್ದರು. bbox=[50, 851, 268, 882]
lead-divider bbox=[657, 117, 658, 509]
lead-body-col1: ಮೈಸೂರು, ಡಿ. 1(ಆರ್‌ಕೆ)– ಡೆಲ್ಟಾ ಪ್ಲಸ್ ವೈರಾಣು ಮಾದರಿ ಪರೀಕ್ಷಾ ಕೇಂದ್ರವನ್ನು ಮೈಸೂರಿನಲ್ಲಿಯೂ ಸ್ಥಾಪಿಸಲಾಗುತ್ತಿದೆ. ರಾಜ್ಯ ಸರ್ಕಾರ ಹಾಗೂ ಐಸಿಎಂಆರ್ ಸಹಯೋಗದಲ್ಲಿ ಮೈಸೂರಿನ ಕೆ.ಆರ್.ಆಸ್ಪತ್ರೆಯಲ್ಲಿ ಪ್ರತ್ಯೇಕ ಜಿನೋಮ್ ಸೀಕ್ವೆನ್ಸಿಂಗ್ ಪ್ರಯೋಗಾಲಯವನ್ನು ಆರಂಭಿಸಲು ಸಿದ್ಧತೆ ನಡೆಯುತ್ತಿದೆ. ಮೈಸೂರು ಮೆಡಿಕಲ್ ಕಾಲೇಜು ಮತ್ತು ಸಂಶೋಧನಾ ಸಂಸ್ಥೆಯ ಅಧೀನದಲ್ಲಿರುವ ಕೆ.ಆರ್. ಆಸ್ಪತ್ರೆಯ ನೂತನ ವಿಭಾಗದ ಕಟ್ಟಡದಲ್ಲಿ ಅಗತ್ಯ ಉಪಕರಣಗಳನ್ನು ಅಳವಡಿಸಲಾಗುತ್ತಿದ್ದು, ಶೀಘ್ರದಲ್ಲೇ ಲ್ಯಾಬೊರೇಟರಿ ಕಾರ್ಯಾರಂಭ ಮಾಡಲಿದೆ. ಬೆಂಗಳೂರಿನ ನಿಮ್ಹಾನ್ಸ್ ಹಾಗೂ ರಾಷ್ಟ್ರೀಯ ಜೈವಿಕ ವಿಜ್ಞಾನ ಕೇಂದ್ರದಲ್ಲಿ (ಎನ್‌ಸಿಬಿಎಸ್) ಮಾತ್ರ ಸದ್ಯ ಈ ಸೌಲಭ್ಯವಿದ್ದು, ಮೈಸೂರು ವಿಭಾಗದ ಜಿಲ್ಲೆಗಳ ಮಾದರಿಗಳನ್ನು ಇನ್ನು ಮುಂದೆ ಇಲ್ಲಿಯೇ ಪರೀಕ್ಷಿಸಬಹುದಾಗಿದೆ. ಸ್ಥಳೀಯವಾಗಿ ಪರೀಕ್ಷೆ ನಡೆಸುವುದರಿಂದ ವರದಿ ಬೇಗ ಲಭ್ಯವಾಗಲಿದೆ ಎಂದು ಅಧಿಕಾರಿಗಳು ತಿಳಿಸಿದ್ದಾರೆ. bbox=[293, 280, 483, 426]
radio-icon bbox=[831, 970, 885, 1000]
gandhi-headline: ಗಾಂಧಿ ಲೇಖನ ಸ್ಪರ್ಧೆ bbox=[128, 361, 216, 376]
divider bbox=[50, 1124, 284, 1125]
blood-camp-photo bbox=[50, 750, 284, 848]
registration-marks bbox=[0, 1412, 945, 1422]
event-item: ನಟರಾಜ ಪ್ರತಿಷ್ಠಾನ : ನೃತ್ಯ ಕಾರ್ಯಕ್ರಮ, ಸಂಜೆ 6.30ಕ್ಕೆ bbox=[300, 1290, 446, 1301]
masthead bbox=[48, 46, 896, 68]
conference-story bbox=[770, 662, 894, 938]
memorial-photo bbox=[293, 513, 633, 611]
backward-body: ಮೈಸೂರು, ಡಿ.1–ಹಿಂದುಳಿದ ವರ್ಗಗಳ ಕಲ್ಯಾಣ ಇಲಾಖೆ ವತಿಯಿಂದ 2021–22ನೇ ಸಾಲಿನಲ್ಲಿ ಮೆಟ್ರಿಕ್ ನಂತರದ ವಿದ್ಯಾರ್ಥಿ ವೇತನ, ಶುಲ್ಕ ವಿನಾಯಿತಿ ಹಾಗೂ ಆಹಾರ ಮತ್ತು ವಸತಿ ಸಹಾಯ ಯೋಜನೆಗೆ ಅರ್ಜಿ ಸಲ್ಲಿಸುವ ಅವಧಿಯನ್ನು ವಿಸ್ತರಿಸಲಾಗಿದೆ. ಅರ್ಹ ವಿದ್ಯಾರ್ಥಿಗಳು ಆನ್‌ಲೈನ್ ಮೂಲಕ ಅರ್ಜಿ ಸಲ್ಲಿಸಬಹುದು. ಹೆಚ್ಚಿನ ಮಾಹಿತಿಗೆ ಜಾಲತಾಣ: www.ssp.postmatric.karnataka.gov.in ಹಾಗೂ www.bcwd.karnataka.gov.in ನೋಡಬಹುದು. ಸಹಾಯವಾಣಿ ಸಂಖ್ಯೆ: 8050770005, 8050770004 ಅಥವಾ 080–35254757 ಸಂಪರ್ಕಿಸಬಹುದು. bbox=[642, 527, 894, 605]
event-item: ವಿದ್ಯಾವರ್ಧಕ ಸಂಘ : ಕನ್ನಡ ಸಾಹಿತ್ಯ ಸಂವಾದ, ಸಂಜೆ 5ಕ್ಕೆ bbox=[300, 1256, 449, 1267]
event-item: ಮೈಸೂರು ಜಿಲ್ಲಾ ಪಂಚಾಯಿತಿ ಸಭಾಂಗಣ : ಪ್ರಗತಿ ಪರಿಶೀಲನಾ ಸಭೆ, ಬೆಳಿಗ್ಗೆ 11ಕ್ಕೆ bbox=[300, 1279, 511, 1290]
akashvani-title bbox=[599, 968, 827, 986]
divider bbox=[50, 357, 284, 358]
today-banner-text: ಮೈಸೂರು ಹಾಗೂ ಸುತ್ತಮುತ್ತ ಇಂದು... bbox=[312, 944, 493, 960]
event-item: ವಿಶ್ವಮಾನವ ವೇದಿಕೆ : ಕುವೆಂಪು ಸ್ಮರಣೆ, ಸಂಜೆ 5ಕ್ಕೆ bbox=[300, 1301, 432, 1312]
events-list-right bbox=[600, 1199, 890, 1403]
obituary-photo bbox=[242, 1239, 284, 1291]
event-item: ಕನ್ನಡ ಮತ್ತು ಸಂಸ್ಕೃತಿ ಇಲಾಖೆ : ಕಲಾ ಪ್ರದರ್ಶನ, ಬೆಳಿಗ್ಗೆ 10ಕ್ಕೆ bbox=[600, 1221, 763, 1232]
section-title: ಮೈಸೂರು ನಗರ bbox=[106, 47, 178, 63]
lead-strap-text: ಕೆ.ಆರ್. ಆಸ್ಪತ್ರೆಯಲ್ಲಿ ಜಿನೋಮ್ ಸೀಕ್ವೆನ್ಸಿಂಗ್ ಲ್ಯಾಬ್ ಸ್ಥಾಪನೆ bbox=[375, 124, 571, 134]
event-item: ಮಾನಸಗಂಗೋತ್ರಿ, ಕನ್ನಡ ಅಧ್ಯಯನ ಸಂಸ್ಥೆ : ವಿಶೇಷ ಉಪನ್ಯಾಸ ಕಾರ್ಯಕ್ರಮ, ಬೆಳಿಗ್ಗೆ 10.30ಕ್ಕೆ bbox=[300, 1188, 549, 1199]
obituary-headline: ನಿಧನ bbox=[155, 1209, 179, 1224]
akashvani-box bbox=[598, 967, 890, 1195]
today-box bbox=[293, 940, 895, 1406]
